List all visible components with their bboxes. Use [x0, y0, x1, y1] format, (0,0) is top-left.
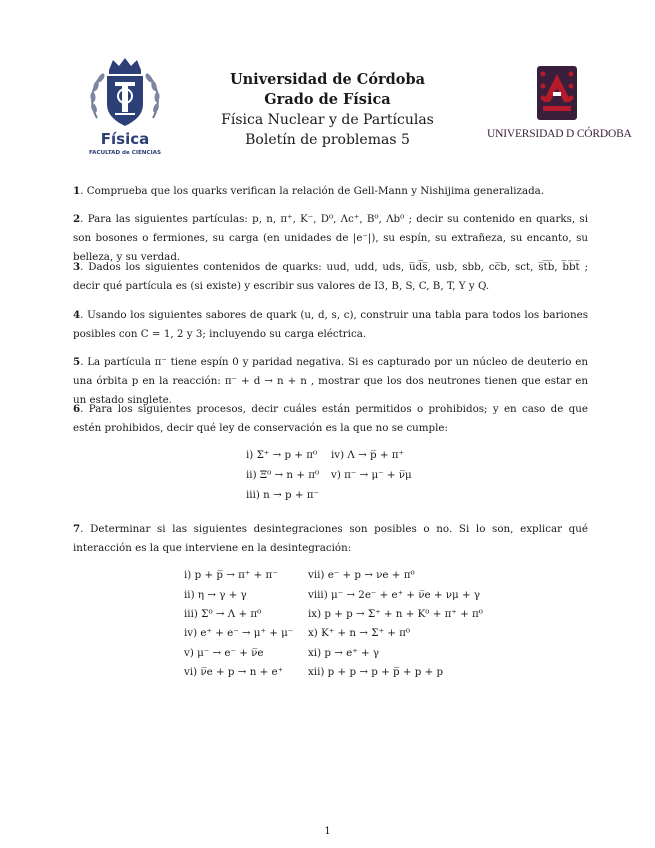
decay-item: iii) Σ⁰ → Λ + π⁰	[184, 608, 262, 620]
degree-name: Grado de Física	[264, 91, 391, 108]
problem-number: 5	[73, 356, 81, 368]
problem-text: . Para las siguientes partículas: p, n, π⁺, K⁻, D⁰, Λc⁺, B⁰, Λb⁰ ; decir su contenido en quarks, si son bosones o fermiones, su carga (en unidades de |e⁻|), su espín, su extrañeza, su encanto, su belleza, y su verdad.	[73, 213, 588, 263]
decay-item: v) μ⁻ → e⁻ + ν̅e	[184, 647, 264, 659]
process-item: v) π⁻ → μ⁻ + ν̅μ	[331, 469, 412, 481]
course-name: Física Nuclear y de Partículas	[221, 112, 434, 128]
process-item: ii) Ξ⁰ → n + π⁰	[246, 469, 320, 481]
process-item: i) Σ⁺ → p + π⁰	[246, 449, 318, 461]
process-item: iii) n → p + π⁻	[246, 489, 319, 501]
problem-number: 4	[73, 309, 81, 321]
problem-number: 6	[73, 403, 81, 415]
decay-item: x) K⁺ + n → Σ⁺ + π⁰	[308, 627, 410, 639]
sheet-title: Boletín de problemas 5	[245, 132, 410, 148]
problem-3	[73, 258, 588, 296]
decay-item: xii) p + p → p + p̅ + p + p	[308, 666, 444, 678]
problem-text: . Para los siguientes procesos, decir cuáles están permitidos o prohibidos; y en caso de que estén prohibidos, decir qué ley de conservación es la que no se cumple:	[73, 403, 588, 434]
university-logo	[487, 62, 632, 152]
problem-1	[73, 182, 588, 201]
problem-text: . Comprueba que los quarks verifican la relación de Gell-Mann y Nishijima generalizada.	[80, 185, 545, 197]
problem-4	[73, 306, 588, 344]
problem-text: . Usando los siguientes sabores de quark (u, d, s, c), construir una tabla para todos los bariones posibles con C = 1, 2 y 3; incluyendo su carga eléctrica.	[73, 309, 588, 340]
decay-item: ix) p + p → Σ⁺ + n + K⁰ + π⁺ + π⁰	[308, 608, 483, 620]
faculty-logo	[85, 56, 165, 164]
decay-item: ii) η → γ + γ	[184, 589, 247, 601]
process-item: iv) Λ → p̅ + π⁺	[331, 449, 404, 461]
faculty-logo-title: Física	[100, 130, 150, 148]
faculty-logo-subtitle: FACULTAD de CIENCIAS	[88, 150, 162, 156]
problem-6	[73, 400, 588, 438]
decay-item: xi) p → e⁺ + γ	[308, 647, 380, 659]
document-header	[200, 70, 455, 150]
problem-number: 1	[73, 185, 81, 197]
problem-number: 7	[73, 523, 81, 535]
problem-7	[73, 520, 588, 558]
page-number: 1	[324, 826, 331, 837]
problem-text: . Determinar si las siguientes desintegraciones son posibles o no. Si lo son, explicar qué interacción es la que interviene en la desintegración:	[73, 523, 588, 554]
decay-item: i) p + p̅ → π⁺ + π⁻	[184, 569, 278, 581]
decay-item: vi) ν̅e + p → n + e⁺	[184, 666, 284, 678]
problem-number: 2	[73, 213, 81, 225]
decay-item: vii) e⁻ + p → νe + π⁰	[308, 569, 415, 581]
university-crest-icon	[487, 62, 627, 124]
decay-item: iv) e⁺ + e⁻ → μ⁺ + μ⁻	[184, 627, 294, 639]
university-name: Universidad de Córdoba	[230, 71, 425, 88]
problem-text: . Dados los siguientes contenidos de quarks: uud, udd, uds, u̅d̅s̅, usb, sbb, cc̅b, sct, s̅t̅b̅, b̅b̅t̅ ; decir qué partícula es (si existe) y escribir sus valores de I3, B, S, C, B, T, Y y Q.	[73, 261, 588, 292]
problem-text: . La partícula π⁻ tiene espín 0 y paridad negativa. Si es capturado por un núcleo de deuterio en una órbita p en la reacción: π⁻ + d → n + n , mostrar que los dos neutrones tienen que estar en un estado singlete.	[73, 356, 588, 406]
problem-number: 3	[73, 261, 81, 273]
decay-item: viii) μ⁻ → 2e⁻ + e⁺ + ν̅e + νμ + γ	[308, 589, 481, 601]
university-logo-text: UNIVERSIDAD D CÓRDOBA	[487, 128, 632, 140]
